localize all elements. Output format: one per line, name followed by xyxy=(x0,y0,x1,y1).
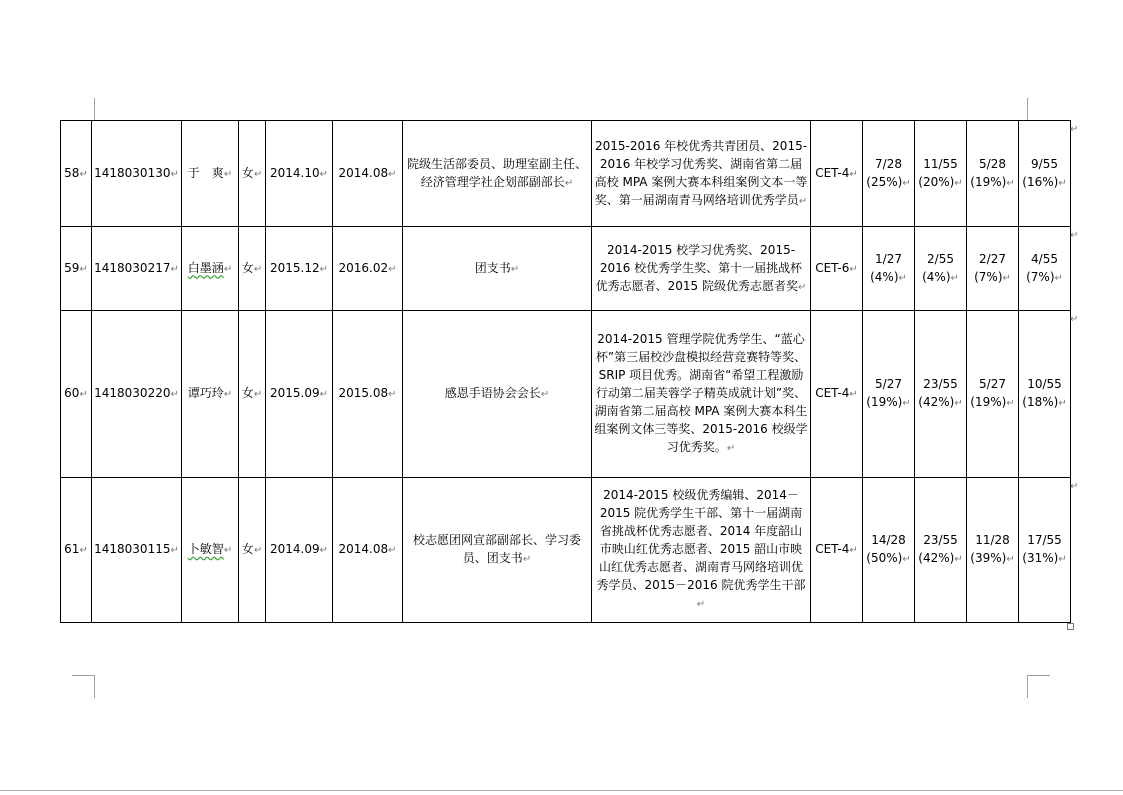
rank-cell-4: 17/55 (31%)↵ xyxy=(1019,478,1071,623)
table-row xyxy=(61,311,1071,478)
rank-cell-2: 2/55 (4%)↵ xyxy=(915,227,967,311)
rank-cell-3: 5/27 (19%)↵ xyxy=(967,311,1019,478)
date1-cell: 2014.10↵ xyxy=(266,121,333,227)
page-bottom-edge xyxy=(0,790,1123,791)
rank-cell-4: 10/55 (18%)↵ xyxy=(1019,311,1071,478)
table-end-mark xyxy=(1067,623,1074,630)
row-end-mark: ↵ xyxy=(1070,124,1079,135)
row-end-mark: ↵ xyxy=(1070,314,1079,325)
rank-cell-2: 23/55 (42%)↵ xyxy=(915,478,967,623)
gender-cell: 女↵ xyxy=(239,478,266,623)
rank-cell-3: 2/27 (7%)↵ xyxy=(967,227,1019,311)
date1-cell: 2015.09↵ xyxy=(266,311,333,478)
gender-cell: 女↵ xyxy=(239,121,266,227)
position-cell: 感恩手语协会会长↵ xyxy=(403,311,592,478)
crop-mark-top-right xyxy=(1027,98,1050,121)
cet-cell: CET-4↵ xyxy=(811,121,863,227)
gender-cell: 女↵ xyxy=(239,227,266,311)
row-number-cell: 61↵ xyxy=(61,478,92,623)
student-name-cell: 卜敏智↵ xyxy=(182,478,239,623)
student-name-cell: 白墨涵↵ xyxy=(182,227,239,311)
row-end-mark: ↵ xyxy=(1070,481,1079,492)
date2-cell: 2014.08↵ xyxy=(333,121,403,227)
date2-cell: 2014.08↵ xyxy=(333,478,403,623)
awards-cell: 2015-2016 年校优秀共青团员、2015-2016 年校学习优秀奖、湖南省第二届高校 MPA 案例大赛本科组案例文本一等奖、第一届湖南青马网络培训优秀学员↵ xyxy=(592,121,811,227)
row-number-cell: 59↵ xyxy=(61,227,92,311)
position-cell: 院级生活部委员、助理室副主任、经济管理学社企划部副部长↵ xyxy=(403,121,592,227)
rank-cell-1: 5/27 (19%)↵ xyxy=(863,311,915,478)
table-row xyxy=(61,121,1071,227)
awards-cell: 2014-2015 校级优秀编辑、2014－2015 院优秀学生干部、第十一届湖南省挑战杯优秀志愿者、2014 年度韶山市映山红优秀志愿者、2015 韶山市映山红优秀志愿者、湖南青马网络培训优秀学员、2015－2016 院优秀学生干部↵ xyxy=(592,478,811,623)
row-number-cell: 58↵ xyxy=(61,121,92,227)
date2-cell: 2015.08↵ xyxy=(333,311,403,478)
student-roster-table xyxy=(60,120,1071,623)
gender-cell: 女↵ xyxy=(239,311,266,478)
rank-cell-2: 11/55 (20%)↵ xyxy=(915,121,967,227)
row-number-cell: 60↵ xyxy=(61,311,92,478)
rank-cell-4: 9/55 (16%)↵ xyxy=(1019,121,1071,227)
student-id-cell: 1418030115↵ xyxy=(92,478,182,623)
cet-cell: CET-6↵ xyxy=(811,227,863,311)
date1-cell: 2014.09↵ xyxy=(266,478,333,623)
awards-cell: 2014-2015 校学习优秀奖、2015-2016 校优秀学生奖、第十一届挑战杯优秀志愿者、2015 院级优秀志愿者奖↵ xyxy=(592,227,811,311)
position-cell: 团支书↵ xyxy=(403,227,592,311)
cet-cell: CET-4↵ xyxy=(811,311,863,478)
student-id-cell: 1418030130↵ xyxy=(92,121,182,227)
awards-cell: 2014-2015 管理学院优秀学生、“蓝心杯”第三届校沙盘模拟经营竞赛特等奖、SRIP 项目优秀。湖南省“希望工程激励行动第二届芙蓉学子精英成就计划”奖、湖南省第二届高校 MPA 案例大赛本科生组案例文体三等奖、2015-2016 校级学习优秀奖。↵ xyxy=(592,311,811,478)
rank-cell-3: 11/28 (39%)↵ xyxy=(967,478,1019,623)
rank-cell-1: 7/28 (25%)↵ xyxy=(863,121,915,227)
rank-cell-4: 4/55 (7%)↵ xyxy=(1019,227,1071,311)
date2-cell: 2016.02↵ xyxy=(333,227,403,311)
crop-mark-bottom-left xyxy=(72,675,95,698)
crop-mark-bottom-right xyxy=(1027,675,1050,698)
crop-mark-top-left xyxy=(72,98,95,121)
rank-cell-3: 5/28 (19%)↵ xyxy=(967,121,1019,227)
student-id-cell: 1418030220↵ xyxy=(92,311,182,478)
position-cell: 校志愿团网宣部副部长、学习委员、团支书↵ xyxy=(403,478,592,623)
cet-cell: CET-4↵ xyxy=(811,478,863,623)
table-row xyxy=(61,227,1071,311)
student-name-cell: 于 爽↵ xyxy=(182,121,239,227)
row-end-mark: ↵ xyxy=(1070,230,1079,241)
student-name-cell: 谭巧玲↵ xyxy=(182,311,239,478)
rank-cell-1: 14/28 (50%)↵ xyxy=(863,478,915,623)
rank-cell-2: 23/55 (42%)↵ xyxy=(915,311,967,478)
table-row xyxy=(61,478,1071,623)
student-id-cell: 1418030217↵ xyxy=(92,227,182,311)
date1-cell: 2015.12↵ xyxy=(266,227,333,311)
rank-cell-1: 1/27 (4%)↵ xyxy=(863,227,915,311)
